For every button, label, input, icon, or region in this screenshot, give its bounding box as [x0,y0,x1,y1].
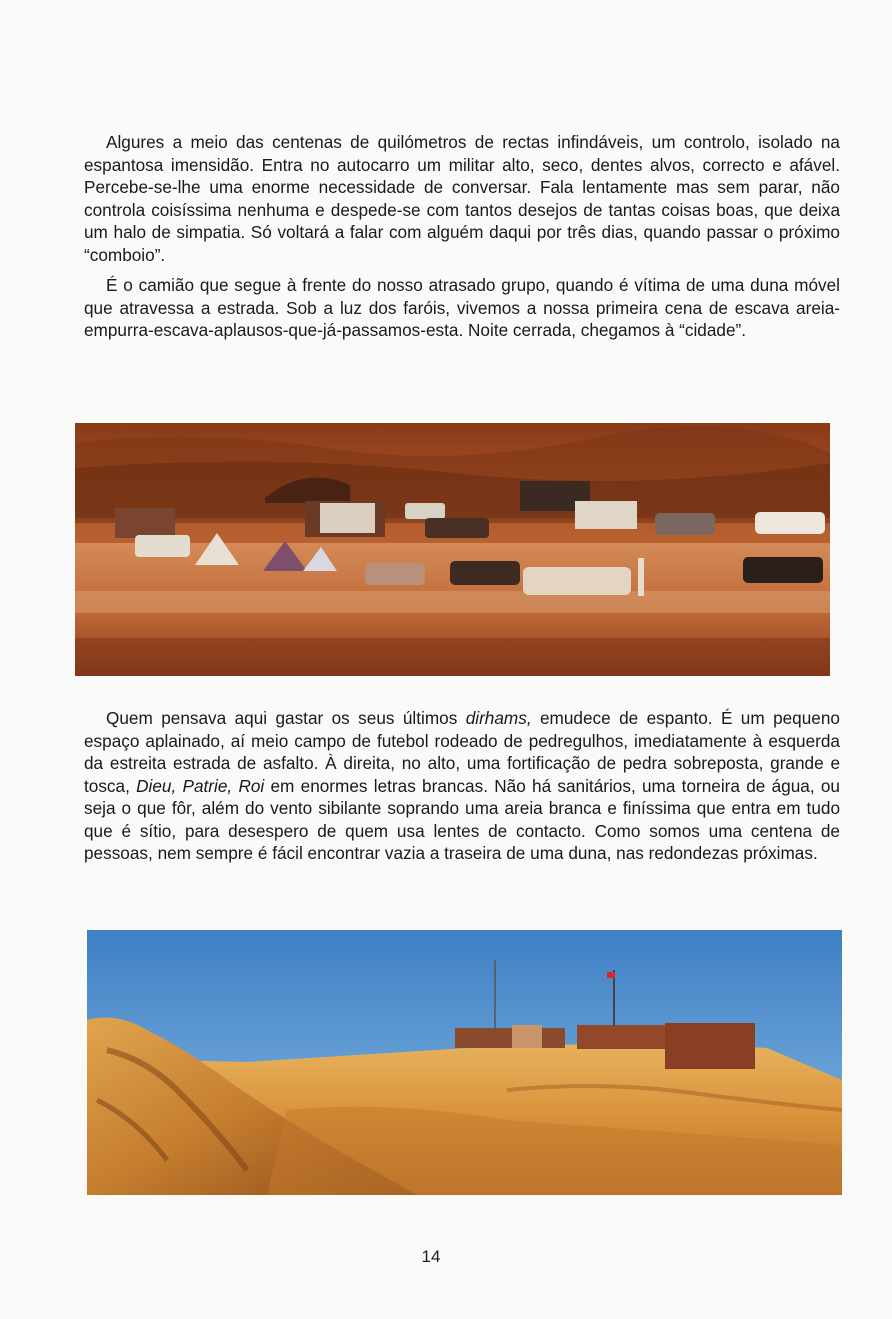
text-block-top [84,131,840,342]
photo-desert-camp [75,423,830,676]
page-number: 14 [421,1247,441,1266]
paragraph-3-italic-2: Dieu, Patrie, Roi [136,775,265,796]
paragraph-3-part-1: Quem pensava aqui gastar os seus últimos [106,708,466,728]
paragraph-2: É o camião que segue à frente do nosso atrasado grupo, quando é vítima de uma duna móvel que atravessa a estrada. Sob a luz dos faróis, vivemos a nossa primeira cena de escava areia-empurra-escava-aplausos-que-já-passamos-esta. Noite cerrada, chegamos à “cidade”. [84,275,840,340]
paragraph-3 [84,707,840,865]
photo-desert-fort [87,930,842,1195]
paragraph-3-part-2: emudece de espanto. É um pequeno espaço aplainado, aí meio campo de futebol rodeado de pedregulhos, imediatamente à esquerda da estreita estrada de asfalto. À direita, no alto, uma fortificação de pedra sobreposta, grande e tosca, [84,708,840,796]
paragraph-3-part-3: em enormes letras brancas. Não há sanitários, uma torneira de água, ou seja o que fôr, além do vento sibilante soprando uma areia branca e finíssima que entra em tudo que é sítio, para desespero de quem usa lentes de contacto. Como somos uma centena de pessoas, nem sempre é fácil encontrar vazia a traseira de uma duna, nas redondezas próximas. [84,775,840,863]
photo-desert-fort-image [87,930,842,1195]
paragraph-3-italic-1: dirhams, [465,708,532,728]
paragraph-1: Algures a meio das centenas de quilómetros de rectas infindáveis, um controlo, isolado na espantosa imensidão. Entra no autocarro um militar alto, seco, dentes alvos, correcto e afável. Percebe-se-lhe uma enorme necessidade de conversar. Fala lentamente mas sem parar, não controla coisíssima nenhuma e despede-se com tantos desejos de tantas coisas boas, que deixa um halo de simpatia. Só voltará a falar com alguém daqui por três dias, quando passar o próximo “comboio”. [84,132,840,265]
photo-desert-camp-image [75,423,830,676]
text-block-bottom [84,707,840,865]
